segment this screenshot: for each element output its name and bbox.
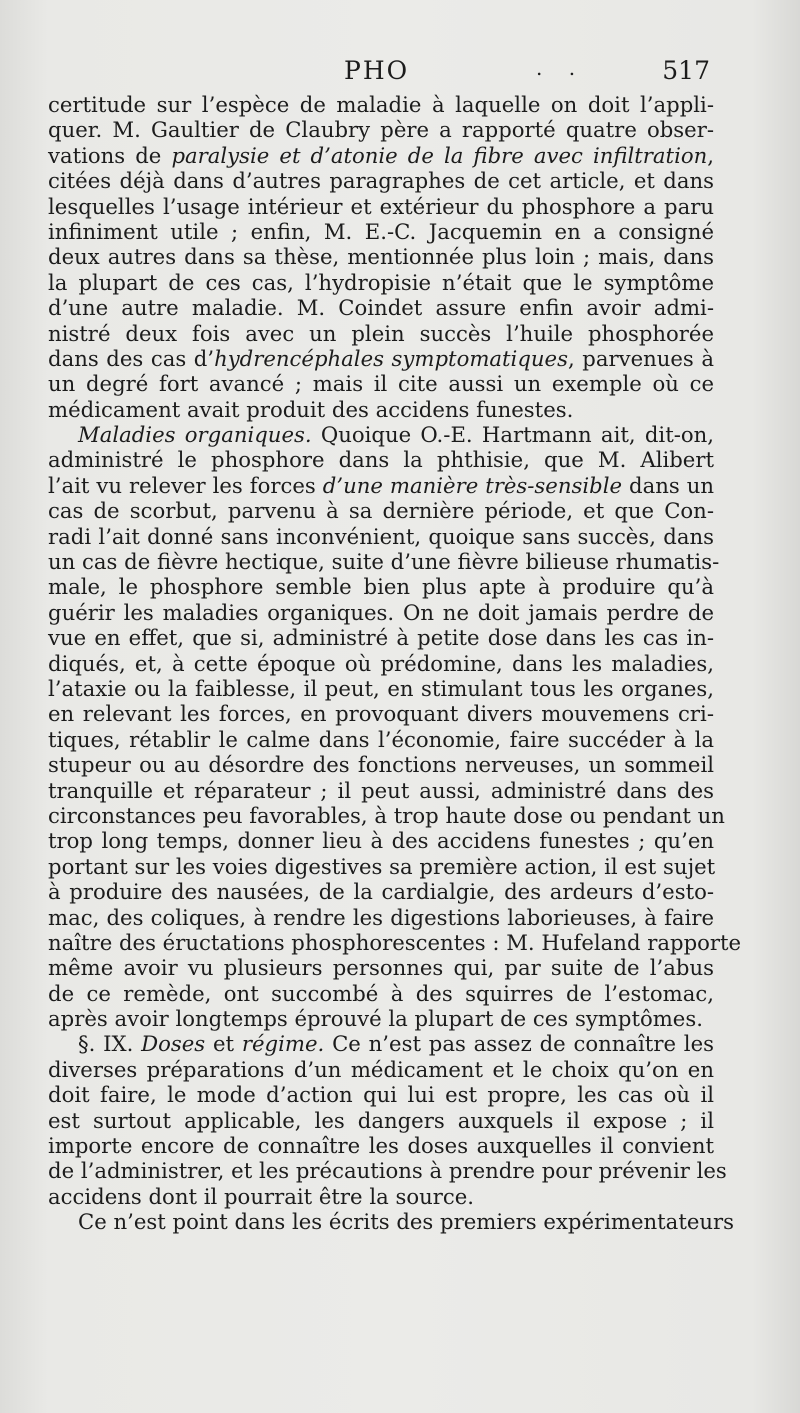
text-line (48, 194, 714, 219)
text-run: Ce n’est pas assez de connaître les (324, 1031, 714, 1057)
body-text (48, 92, 742, 1235)
text-run: de l’administrer, et les précautions à prendre pour prévenir les (48, 1158, 727, 1184)
text-line (48, 117, 714, 142)
text-line (48, 219, 714, 244)
text-run: nistré deux fois avec un plein succès l’huile phosphorée (48, 320, 714, 346)
text-run: trop long temps, donner lieu à des accidens funestes ; qu’en (48, 828, 714, 854)
text-run: même avoir vu plusieurs personnes qui, par suite de l’abus (48, 955, 714, 981)
text-run: un cas de fièvre hectique, suite d’une fièvre bilieuse rhumatis- (48, 549, 720, 575)
text-run: vue en effet, que si, administré à petite dose dans les cas in- (48, 625, 714, 651)
text-run: et (205, 1031, 242, 1057)
italic-text: hydrencéphales symptomatiques (214, 345, 568, 371)
text-line (48, 1158, 727, 1184)
text-line (48, 701, 714, 726)
text-line (48, 727, 714, 752)
text-line (48, 600, 714, 625)
page-number: 517 (662, 56, 710, 85)
text-line (48, 929, 742, 955)
text-line (48, 981, 714, 1006)
text-line (48, 676, 714, 701)
text-run: mac, des coliques, à rendre les digestions laborieuses, à faire (48, 904, 714, 930)
italic-text: Maladies organiques. (78, 422, 312, 448)
text-run: est surtout applicable, les dangers auxquels il expose ; il (48, 1107, 714, 1133)
text-run: un degré fort avancé ; mais il cite aussi un exemple où ce (48, 371, 714, 397)
text-run: l’ait vu relever les forces (48, 472, 323, 498)
text-run: , parvenues à (567, 345, 715, 371)
text-run: de ce remède, ont succombé à des squirres de l’estomac, (48, 980, 714, 1006)
text-line (48, 1006, 714, 1031)
text-run: vations de (48, 142, 172, 168)
text-run: en relevant les forces, en provoquant divers mouvemens cri- (48, 701, 714, 727)
text-line (48, 143, 714, 168)
text-line (48, 802, 725, 828)
text-line (48, 92, 714, 117)
italic-text: Doses (141, 1031, 206, 1057)
text-line (48, 1031, 714, 1056)
text-run: portant sur les voies digestives sa première action, il est sujet (48, 853, 716, 879)
text-run: accidens dont il pourrait être la source. (48, 1183, 475, 1209)
text-run: importe encore de connaître les doses auxquelles il convient (48, 1133, 714, 1159)
text-run: male, le phosphore semble bien plus apte à produire qu’à (48, 574, 714, 600)
text-run: administré le phosphore dans la phthisie, que M. Alibert (48, 447, 714, 473)
text-line (48, 854, 714, 879)
text-run: naître des éructations phosphorescentes : M. Hufeland rapporte (48, 929, 742, 955)
italic-text: régime. (241, 1031, 325, 1057)
text-line (48, 270, 714, 295)
text-line (48, 752, 714, 777)
text-run: §. IX. (78, 1031, 142, 1057)
italic-text: d’une manière très-sensible (322, 472, 623, 498)
text-run: circonstances peu favorables, à trop haute dose ou pendant un (48, 802, 725, 828)
text-line (48, 422, 714, 447)
text-line (48, 1209, 735, 1235)
text-run: tranquille et réparateur ; il peut aussi, administré dans des (48, 777, 714, 803)
text-run: certitude sur l’espèce de maladie à laquelle on doit l’appli- (48, 92, 714, 117)
text-line (48, 473, 714, 498)
running-head-dots: . . (536, 56, 586, 80)
text-line (48, 447, 714, 472)
text-line (48, 549, 720, 575)
text-line (48, 168, 714, 193)
text-line (48, 651, 714, 676)
text-line (48, 524, 714, 549)
text-line (48, 321, 714, 346)
text-run: tiques, rétablir le calme dans l’économie, faire succéder à la (48, 726, 714, 752)
text-run: guérir les maladies organiques. On ne doit jamais perdre de (48, 599, 714, 625)
text-line (48, 498, 714, 523)
text-run: infiniment utile ; enfin, M. E.-C. Jacquemin en a consigné (48, 218, 714, 244)
text-run: Quoique O.-E. Hartmann ait, dit-on, (311, 422, 715, 448)
text-line (48, 778, 714, 803)
text-line (48, 295, 714, 320)
text-run: deux autres dans sa thèse, mentionnée plus loin ; mais, dans (48, 244, 714, 270)
text-run: diverses préparations d’un médicament et le choix qu’on en (48, 1056, 714, 1082)
text-run: , (707, 142, 715, 168)
text-run: dans un (622, 472, 714, 498)
text-line (48, 574, 714, 599)
text-run: l’ataxie ou la faiblesse, il peut, en stimulant tous les organes, (48, 675, 714, 701)
text-line (48, 828, 714, 853)
text-run: dans des cas d’ (48, 345, 215, 371)
text-run: Ce n’est point dans les écrits des premiers expérimentateurs (78, 1209, 735, 1235)
italic-text: paralysie et d’atonie de la fibre avec infiltration (171, 142, 708, 168)
text-run: stupeur ou au désordre des fonctions nerveuses, un sommeil (48, 752, 714, 778)
text-run: doit faire, le mode d’action qui lui est propre, les cas où il (48, 1082, 714, 1108)
text-run: à produire des nausées, de la cardialgie, des ardeurs d’esto- (48, 879, 714, 905)
text-run: radi l’ait donné sans inconvénient, quoique sans succès, dans (48, 523, 714, 549)
text-line (48, 1082, 714, 1107)
text-line (48, 1057, 714, 1082)
text-run: cas de scorbut, parvenu à sa dernière période, et que Con- (48, 498, 714, 524)
text-line (48, 625, 714, 650)
text-run: diqués, et, à cette époque où prédomine, dans les maladies, (48, 650, 714, 676)
text-line (48, 1108, 714, 1133)
running-head-title: PHO (344, 56, 410, 85)
text-run: la plupart de ces cas, l’hydropisie n’était que le symptôme (48, 269, 714, 295)
text-line (48, 1133, 714, 1158)
text-run: quer. M. Gaultier de Claubry père a rapporté quatre obser- (48, 117, 714, 143)
text-run: d’une autre maladie. M. Coindet assure enfin avoir admi- (48, 295, 714, 321)
text-line (48, 397, 714, 422)
text-run: après avoir longtemps éprouvé la plupart de ces symptômes. (48, 1006, 703, 1032)
running-head (48, 52, 710, 88)
text-line (48, 346, 714, 371)
text-line (48, 955, 714, 980)
text-run: médicament avait produit des accidens funestes. (48, 396, 574, 422)
text-line (48, 905, 714, 930)
text-line (48, 244, 714, 269)
text-line (48, 1184, 714, 1209)
text-run: lesquelles l’usage intérieur et extérieur du phosphore a paru (48, 193, 714, 219)
text-run: citées déjà dans d’autres paragraphes de cet article, et dans (48, 168, 714, 194)
text-line (48, 879, 714, 904)
text-line (48, 371, 714, 396)
